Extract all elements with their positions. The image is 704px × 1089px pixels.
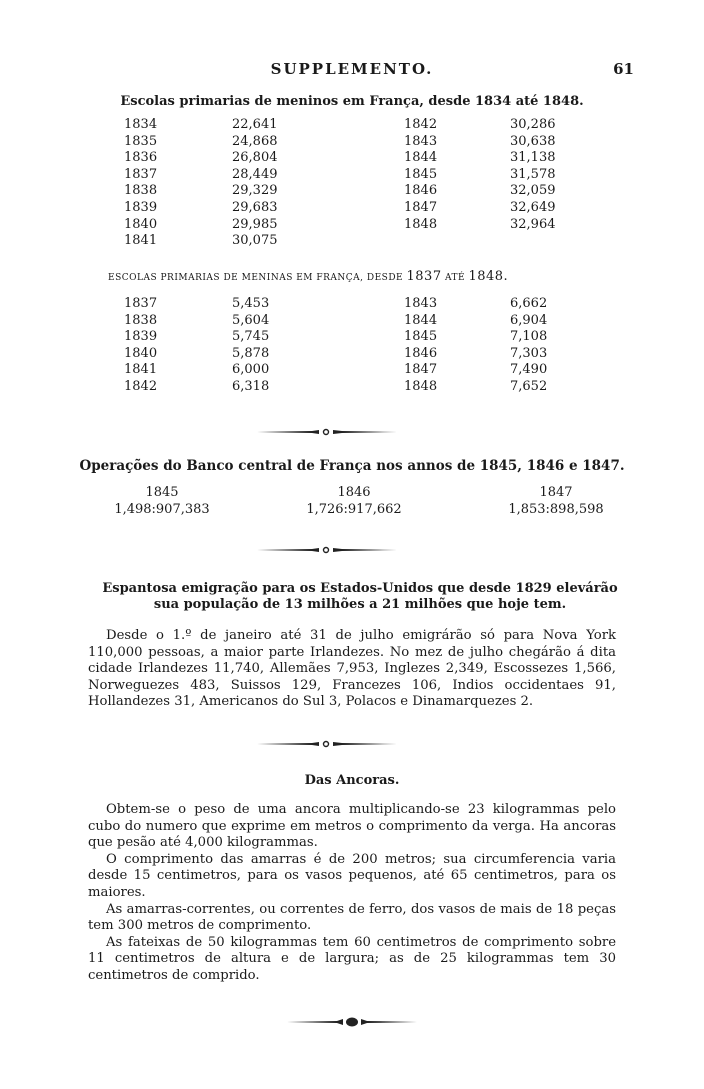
year-cell: 1834	[124, 117, 158, 132]
table-row	[0, 183, 704, 200]
anchors-paragraph: O comprimento das amarras é de 200 metros; sua circumferencia varia desde 15 centimetros, para os vasos pequenos, até 65 centimetros, para os maiores.	[88, 851, 616, 900]
year-cell: 1837	[124, 166, 158, 182]
year-cell: 1841	[124, 233, 158, 249]
value-cell: 5,878	[232, 345, 270, 361]
year-cell: 1838	[124, 183, 158, 199]
year-cell: 1835	[124, 133, 158, 149]
value-cell: 6,000	[232, 362, 270, 378]
table-row	[0, 296, 704, 313]
table-row	[0, 346, 704, 363]
value-cell: 22,641	[232, 117, 278, 132]
ornamental-rule	[257, 739, 397, 749]
value-cell: 6,662	[510, 296, 548, 311]
girls-title-year-to: 1848.	[468, 269, 509, 284]
anchors-paragraph: As fateixas de 50 kilogrammas tem 60 centimetros de comprimento sobre 11 centimetros de altura e de largura; as de 25 kilogrammas tem 30 centimetros de comprido.	[88, 934, 616, 983]
value-cell: 31,138	[510, 150, 556, 166]
table-row	[0, 329, 704, 346]
value-cell: 6,904	[510, 312, 548, 328]
year-cell: 1838	[124, 312, 158, 328]
year-cell: 1844	[404, 312, 438, 328]
table-row	[0, 233, 704, 250]
bank-value: 1,853:898,598	[508, 502, 604, 517]
girls-schools-table-right	[0, 296, 704, 396]
table-row	[0, 150, 704, 167]
table-row	[0, 134, 704, 151]
table-row	[0, 167, 704, 184]
value-cell: 26,804	[232, 150, 278, 166]
year-cell: 1841	[124, 362, 158, 378]
value-cell: 7,303	[510, 345, 548, 361]
girls-schools-right-column	[0, 296, 704, 396]
girls-title-year-from: 1837	[406, 269, 442, 284]
year-cell: 1837	[124, 296, 158, 311]
value-cell: 5,604	[232, 312, 270, 328]
value-cell: 5,453	[232, 296, 270, 311]
year-cell: 1844	[404, 150, 438, 166]
year-cell: 1847	[404, 362, 438, 378]
table-row	[0, 362, 704, 379]
value-cell: 31,578	[510, 166, 556, 182]
ornamental-rule	[257, 545, 397, 555]
year-cell: 1845	[404, 166, 438, 182]
bank-column-1847	[466, 484, 646, 518]
year-cell: 1839	[124, 199, 158, 215]
value-cell: 32,649	[510, 199, 556, 215]
table-row	[0, 117, 704, 134]
year-cell: 1848	[404, 378, 438, 394]
value-cell: 24,868	[232, 133, 278, 149]
value-cell: 7,490	[510, 362, 548, 378]
running-title: SUPPLEMENTO.	[270, 60, 434, 78]
bank-value: 1,726:917,662	[306, 502, 402, 517]
year-cell: 1840	[124, 345, 158, 361]
anchors-section	[88, 802, 616, 985]
value-cell: 30,286	[510, 117, 556, 132]
girls-schools-title	[108, 269, 508, 284]
year-cell: 1836	[124, 150, 158, 166]
value-cell: 30,638	[510, 133, 556, 149]
anchors-paragraph: Obtem-se o peso de uma ancora multiplicando-se 23 kilogrammas pelo cubo do numero que exprime em metros o comprimento da verga. Ha ancoras que pesão até 4,000 kilogrammas.	[88, 802, 616, 851]
anchors-title: Das Ancoras.	[304, 773, 400, 788]
bank-column-1845	[72, 484, 252, 518]
table-row	[0, 217, 704, 234]
year-cell: 1846	[404, 183, 438, 199]
ornamental-rule	[257, 427, 397, 437]
year-cell: 1848	[404, 216, 438, 232]
year-cell: 1846	[404, 345, 438, 361]
bank-year: 1845	[145, 485, 179, 500]
emigration-title-line1: Espantosa emigração para os Estados-Unidos que desde 1829 elevárão	[102, 581, 618, 596]
year-cell: 1839	[124, 329, 158, 345]
table-row	[0, 379, 704, 396]
table-row	[0, 200, 704, 217]
boys-schools-table-right	[0, 117, 704, 233]
page-number: 61	[613, 60, 634, 78]
emigration-title	[80, 581, 640, 613]
value-cell: 7,652	[510, 378, 548, 394]
girls-title-mid: ATÉ	[444, 273, 466, 283]
value-cell: 5,745	[232, 329, 270, 345]
bank-year: 1847	[539, 485, 573, 500]
anchors-paragraph: As amarras-correntes, ou correntes de ferro, dos vasos de mais de 18 peças tem 300 metros de comprimento.	[88, 901, 616, 934]
year-cell: 1840	[124, 216, 158, 232]
value-cell: 29,985	[232, 216, 278, 232]
bank-value: 1,498:907,383	[114, 502, 210, 517]
value-cell: 30,075	[232, 233, 278, 249]
year-cell: 1842	[124, 378, 158, 394]
value-cell: 32,964	[510, 216, 556, 232]
emigration-title-line2: sua população de 13 milhões a 21 milhões que hoje tem.	[153, 597, 567, 612]
value-cell: 28,449	[232, 166, 278, 182]
table-row	[0, 313, 704, 330]
year-cell: 1843	[404, 133, 438, 149]
value-cell: 29,683	[232, 199, 278, 215]
value-cell: 29,329	[232, 183, 278, 199]
bank-column-1846	[264, 484, 444, 518]
bank-title: Operações do Banco central de França nos annos de 1845, 1846 e 1847.	[79, 458, 625, 474]
bank-year: 1846	[337, 485, 371, 500]
boys-schools-right-column	[0, 117, 704, 233]
emigration-paragraph	[88, 628, 616, 711]
year-cell: 1842	[404, 117, 438, 132]
year-cell: 1843	[404, 296, 438, 311]
girls-title-prefix: ESCOLAS PRIMARIAS DE MENINAS EM FRANÇA, DESDE	[108, 273, 404, 283]
year-cell: 1847	[404, 199, 438, 215]
value-cell: 6,318	[232, 378, 270, 394]
boys-schools-title: Escolas primarias de meninos em França, desde 1834 até 1848.	[120, 94, 584, 109]
emigration-body: Desde o 1.º de janeiro até 31 de julho emigrárão só para Nova York 110,000 pessoas, a maior parte Irlandezes. No mez de julho chegárão á dita cidade Irlandezes 11,740, Allemães 7,953, Inglezes 2,349, Escossezes 1,566, Norweguezes 483, Suissos 129, Francezes 106, Indios occidentaes 91, Hollandezes 31, Americanos do Sul 3, Polacos e Dinamarquezes 2.	[88, 628, 616, 710]
value-cell: 7,108	[510, 329, 548, 345]
ornamental-rule-end	[287, 1016, 417, 1026]
year-cell: 1845	[404, 329, 438, 345]
value-cell: 32,059	[510, 183, 556, 199]
